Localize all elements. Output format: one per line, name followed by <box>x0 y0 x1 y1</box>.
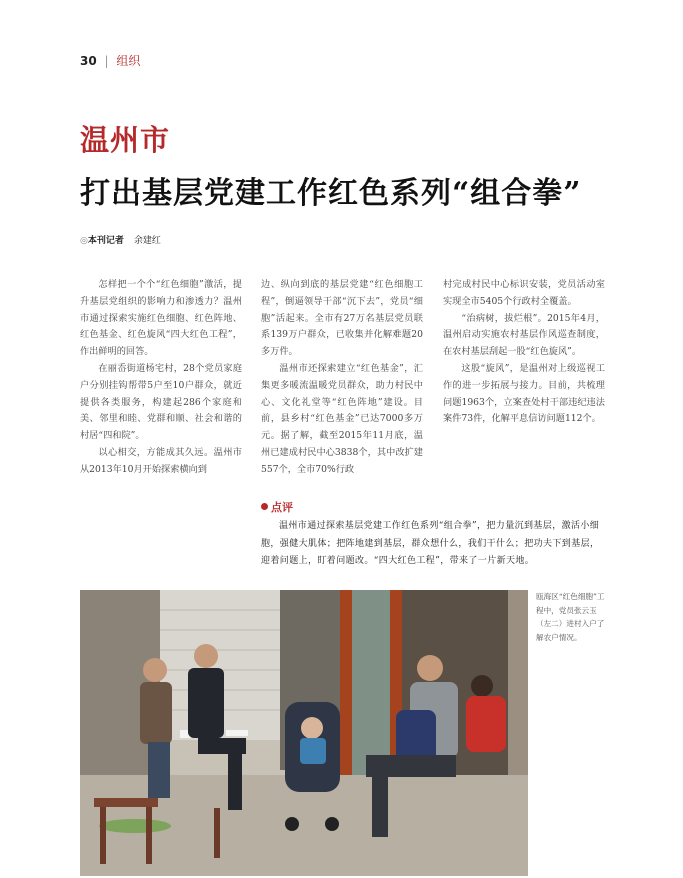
headline-main: 打出基层党建工作红色系列“组合拳” <box>80 176 582 211</box>
section-name: 组织 <box>116 54 141 68</box>
bullet-dot-icon <box>261 503 268 510</box>
paragraph: “治病树，拔烂根”。2015年4月，温州启动实施农村基层作风巡查制度，在农村基层刮起一股“红色旋风”。 <box>443 312 605 358</box>
photo-illustration <box>80 590 528 876</box>
byline-author: 余建红 <box>133 236 161 246</box>
header-separator: | <box>104 54 109 68</box>
paragraph: 村完成村民中心标识安装，党员活动室实现全市5405个行政村全覆盖。 <box>443 279 605 307</box>
article-photo <box>80 590 528 876</box>
byline-marker: ◎ <box>80 236 88 246</box>
article-column-3 <box>443 277 605 428</box>
byline-role: 本刊记者 <box>87 236 124 246</box>
paragraph: 以心相交，方能成其久远。温州市从2013年10月开始探索横向到 <box>80 446 242 475</box>
paragraph: 这股“旋风”，是温州对上级巡视工作的进一步拓展与接力。目前，共梳理问题1963个，立案查处村干部违纪违法案件73件，化解平息信访问题112个。 <box>443 362 605 425</box>
article-column-2 <box>261 277 423 479</box>
review-text: 温州市通过探索基层党建工作红色系列“组合拳”，把力量沉到基层，激活小细胞，强健大肌体；把阵地建到基层，群众想什么，我们干什么；把功夫下到基层，迎着问题上，盯着问题改。“四大红色工程”，带来了一片新天地。 <box>261 521 600 567</box>
paragraph: 在丽岙街道杨宅村，28个党员家庭户分别挂钩帮带5户至10户群众，就近提供各类服务，构建起286个家庭和美、邻里和睦、党群和顺、社会和谐的村居“四和院”。 <box>80 362 242 442</box>
review-heading <box>261 499 293 515</box>
paragraph: 温州市还探索建立“红色基金”，汇集更多暖流温暖党员群众，助力村民中心、文化礼堂等“红色阵地”建设。目前，县乡村“红色基金”已达7000多万元。据了解，截至2015年11月底，温州已建成村民中心3838个，其中改扩建557个，全市70%行政 <box>261 362 423 475</box>
running-header <box>80 52 140 69</box>
review-heading-label: 点评 <box>271 501 293 514</box>
photo-caption: 瓯海区“红色细胞”工程中，党员张云玉（左二）进村入户了解农户情况。 <box>536 592 605 642</box>
headline-city: 温州市 <box>80 123 171 157</box>
paragraph: 怎样把一个个“红色细胞”激活，提升基层党组织的影响力和渗透力？温州市通过探索实施红色细胞、红色阵地、红色基金、红色旋风“四大红色工程”，作出鲜明的回答。 <box>80 279 242 358</box>
paragraph: 边、纵向到底的基层党建“红色细胞工程”，倒逼领导干部“沉下去”，党员“细胞”活起来。全市有27万名基层党员联系139万户群众，已收集并化解难题20多万件。 <box>261 279 423 358</box>
byline <box>80 233 161 246</box>
page-number: 30 <box>80 54 97 68</box>
article-column-1 <box>80 277 242 479</box>
